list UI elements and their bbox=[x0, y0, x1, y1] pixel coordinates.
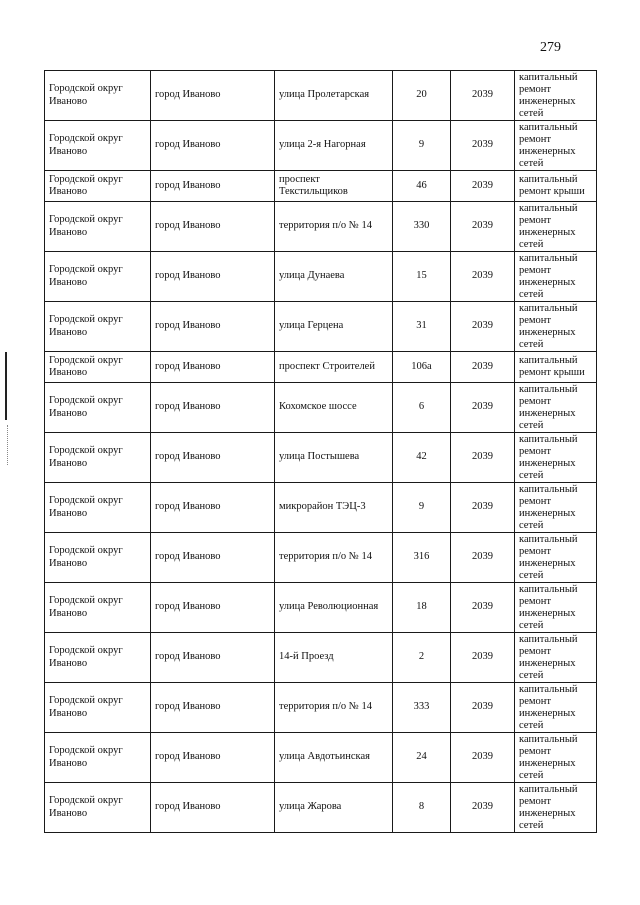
cell-street: улица Жарова bbox=[275, 783, 393, 833]
cell-num: 316 bbox=[393, 533, 451, 583]
cell-street: территория п/о № 14 bbox=[275, 202, 393, 252]
cell-city: город Иваново bbox=[151, 383, 275, 433]
cell-work: капитальный ремонт инженерных сетей bbox=[515, 121, 597, 171]
cell-street: микрорайон ТЭЦ-3 bbox=[275, 483, 393, 533]
cell-street: улица 2-я Нагорная bbox=[275, 121, 393, 171]
cell-street: проспект Текстильщиков bbox=[275, 171, 393, 202]
table-row bbox=[45, 71, 597, 121]
cell-street: территория п/о № 14 bbox=[275, 533, 393, 583]
cell-city: город Иваново bbox=[151, 202, 275, 252]
table-row bbox=[45, 783, 597, 833]
cell-work: капитальный ремонт инженерных сетей bbox=[515, 533, 597, 583]
cell-num: 46 bbox=[393, 171, 451, 202]
cell-work: капитальный ремонт инженерных сетей bbox=[515, 583, 597, 633]
cell-year: 2039 bbox=[451, 533, 515, 583]
cell-okrug: Городской округ Иваново bbox=[45, 171, 151, 202]
cell-year: 2039 bbox=[451, 302, 515, 352]
cell-street: проспект Строителей bbox=[275, 352, 393, 383]
cell-year: 2039 bbox=[451, 383, 515, 433]
cell-street: 14-й Проезд bbox=[275, 633, 393, 683]
cell-city: город Иваново bbox=[151, 171, 275, 202]
cell-num: 15 bbox=[393, 252, 451, 302]
cell-city: город Иваново bbox=[151, 483, 275, 533]
cell-num: 9 bbox=[393, 483, 451, 533]
cell-num: 330 bbox=[393, 202, 451, 252]
cell-work: капитальный ремонт инженерных сетей bbox=[515, 733, 597, 783]
cell-num: 24 bbox=[393, 733, 451, 783]
cell-city: город Иваново bbox=[151, 121, 275, 171]
cell-year: 2039 bbox=[451, 683, 515, 733]
cell-street: Кохомское шоссе bbox=[275, 383, 393, 433]
cell-okrug: Городской округ Иваново bbox=[45, 202, 151, 252]
cell-city: город Иваново bbox=[151, 433, 275, 483]
cell-city: город Иваново bbox=[151, 533, 275, 583]
cell-okrug: Городской округ Иваново bbox=[45, 352, 151, 383]
cell-okrug: Городской округ Иваново bbox=[45, 483, 151, 533]
cell-city: город Иваново bbox=[151, 583, 275, 633]
cell-okrug: Городской округ Иваново bbox=[45, 121, 151, 171]
margin-mark bbox=[5, 352, 7, 420]
table-row bbox=[45, 352, 597, 383]
cell-okrug: Городской округ Иваново bbox=[45, 783, 151, 833]
cell-work: капитальный ремонт инженерных сетей bbox=[515, 252, 597, 302]
cell-okrug: Городской округ Иваново bbox=[45, 383, 151, 433]
cell-year: 2039 bbox=[451, 633, 515, 683]
table-row bbox=[45, 583, 597, 633]
cell-year: 2039 bbox=[451, 71, 515, 121]
page-number: 279 bbox=[540, 40, 561, 55]
cell-street: улица Герцена bbox=[275, 302, 393, 352]
cell-work: капитальный ремонт инженерных сетей bbox=[515, 202, 597, 252]
register-table-body bbox=[45, 71, 597, 833]
cell-street: улица Дунаева bbox=[275, 252, 393, 302]
cell-year: 2039 bbox=[451, 583, 515, 633]
cell-num: 6 bbox=[393, 383, 451, 433]
table-row bbox=[45, 683, 597, 733]
cell-year: 2039 bbox=[451, 352, 515, 383]
cell-city: город Иваново bbox=[151, 71, 275, 121]
cell-num: 106а bbox=[393, 352, 451, 383]
cell-okrug: Городской округ Иваново bbox=[45, 433, 151, 483]
cell-num: 8 bbox=[393, 783, 451, 833]
cell-city: город Иваново bbox=[151, 683, 275, 733]
cell-okrug: Городской округ Иваново bbox=[45, 733, 151, 783]
cell-work: капитальный ремонт инженерных сетей bbox=[515, 783, 597, 833]
table-row bbox=[45, 433, 597, 483]
cell-city: город Иваново bbox=[151, 352, 275, 383]
table-row bbox=[45, 483, 597, 533]
cell-num: 2 bbox=[393, 633, 451, 683]
cell-city: город Иваново bbox=[151, 733, 275, 783]
cell-city: город Иваново bbox=[151, 633, 275, 683]
table-row bbox=[45, 302, 597, 352]
margin-dots bbox=[7, 425, 9, 465]
cell-year: 2039 bbox=[451, 733, 515, 783]
table-row bbox=[45, 121, 597, 171]
cell-year: 2039 bbox=[451, 121, 515, 171]
cell-okrug: Городской округ Иваново bbox=[45, 583, 151, 633]
cell-year: 2039 bbox=[451, 483, 515, 533]
cell-work: капитальный ремонт инженерных сетей bbox=[515, 302, 597, 352]
cell-num: 18 bbox=[393, 583, 451, 633]
cell-street: улица Постышева bbox=[275, 433, 393, 483]
cell-num: 20 bbox=[393, 71, 451, 121]
cell-okrug: Городской округ Иваново bbox=[45, 633, 151, 683]
cell-work: капитальный ремонт инженерных сетей bbox=[515, 71, 597, 121]
cell-year: 2039 bbox=[451, 171, 515, 202]
cell-city: город Иваново bbox=[151, 252, 275, 302]
cell-city: город Иваново bbox=[151, 783, 275, 833]
cell-city: город Иваново bbox=[151, 302, 275, 352]
cell-num: 31 bbox=[393, 302, 451, 352]
table-row bbox=[45, 202, 597, 252]
table-row bbox=[45, 252, 597, 302]
cell-street: улица Пролетарская bbox=[275, 71, 393, 121]
cell-okrug: Городской округ Иваново bbox=[45, 71, 151, 121]
table-row bbox=[45, 733, 597, 783]
cell-work: капитальный ремонт инженерных сетей bbox=[515, 683, 597, 733]
cell-work: капитальный ремонт инженерных сетей bbox=[515, 433, 597, 483]
cell-num: 9 bbox=[393, 121, 451, 171]
cell-work: капитальный ремонт крыши bbox=[515, 171, 597, 202]
cell-work: капитальный ремонт инженерных сетей bbox=[515, 633, 597, 683]
table-row bbox=[45, 633, 597, 683]
cell-work: капитальный ремонт инженерных сетей bbox=[515, 483, 597, 533]
cell-work: капитальный ремонт инженерных сетей bbox=[515, 383, 597, 433]
cell-okrug: Городской округ Иваново bbox=[45, 252, 151, 302]
cell-year: 2039 bbox=[451, 433, 515, 483]
cell-okrug: Городской округ Иваново bbox=[45, 533, 151, 583]
table-row bbox=[45, 171, 597, 202]
cell-year: 2039 bbox=[451, 783, 515, 833]
cell-work: капитальный ремонт крыши bbox=[515, 352, 597, 383]
cell-num: 42 bbox=[393, 433, 451, 483]
cell-year: 2039 bbox=[451, 252, 515, 302]
cell-num: 333 bbox=[393, 683, 451, 733]
cell-street: территория п/о № 14 bbox=[275, 683, 393, 733]
cell-street: улица Авдотьинская bbox=[275, 733, 393, 783]
table-row bbox=[45, 383, 597, 433]
table-row bbox=[45, 533, 597, 583]
cell-year: 2039 bbox=[451, 202, 515, 252]
cell-street: улица Революционная bbox=[275, 583, 393, 633]
cell-okrug: Городской округ Иваново bbox=[45, 683, 151, 733]
cell-okrug: Городской округ Иваново bbox=[45, 302, 151, 352]
register-table bbox=[44, 70, 597, 833]
